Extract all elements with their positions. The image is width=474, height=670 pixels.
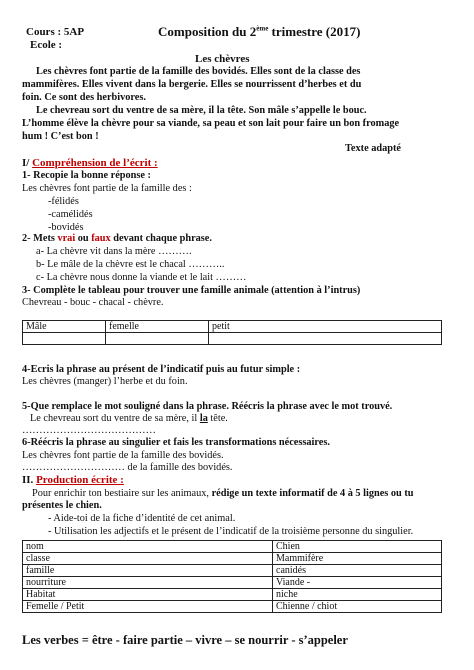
text-line: L’homme élève la chèvre pour sa viande, sa peau et son lait pour faire un bon fromage (22, 118, 400, 129)
production-tip: - Aide-toi de la fiche d’identité de cet animal. (48, 513, 236, 524)
table-cell: classe (23, 553, 273, 565)
verbs-line: Les verbes = être - faire partie – vivre – se nourrir - s’appeler (22, 633, 348, 647)
table-row (23, 601, 442, 613)
option-camelides: -camélidés (48, 209, 93, 220)
question-5-sentence: Le chevreau sort du ventre de sa mère, il la tête. (30, 413, 228, 424)
table-cell: Femelle / Petit (23, 601, 273, 613)
table-row (23, 541, 442, 553)
question-5-title: 5-Que remplace le mot souligné dans la phrase. Réécris la phrase avec le mot trouvé. (22, 401, 393, 412)
question-6-answer: ………………………… de la famille des bovidés. (22, 462, 233, 473)
option-felides: -félidés (48, 196, 79, 207)
table-cell: nourriture (23, 577, 273, 589)
question-1-stem: Les chèvres font partie de la famille des : (22, 183, 192, 194)
true-false-item-c: c- La chèvre nous donne la viande et le lait ……… (36, 272, 247, 283)
page-title: Composition du 2ème trimestre (2017) (158, 24, 361, 39)
question-4-sentence: Les chèvres (manger) l’herbe et du foin. (22, 376, 188, 387)
answer-dots: ………………………………… (22, 425, 156, 436)
family-table (22, 320, 442, 345)
school-label: Ecole : (30, 39, 63, 51)
question-3-title: 3- Complète le tableau pour trouver une famille animale (attention à l’intrus) (22, 285, 361, 296)
production-instruction: Pour enrichir ton bestiaire sur les animaux, rédige un texte informatif de 4 à 5 lignes ou tu (32, 488, 414, 499)
table-cell: Habitat (23, 589, 273, 601)
table-cell: Mâle (23, 321, 106, 333)
table-cell: petit (209, 321, 442, 333)
text-line: foin. Ce sont des herbivores. (22, 92, 146, 103)
section-heading-comprehension: I/ Compréhension de l’écrit : (22, 157, 158, 169)
table-cell: Chien (273, 541, 442, 553)
table-cell: canidés (273, 565, 442, 577)
table-cell: femelle (106, 321, 209, 333)
question-2-title: 2- Mets vrai ou faux devant chaque phrase. (22, 233, 212, 244)
identity-card-table (22, 540, 442, 613)
question-6-title: 6-Réécris la phrase au singulier et fais les transformations nécessaires. (22, 437, 330, 448)
course-label: Cours : 5AP (26, 26, 85, 38)
production-tip: - Utilisation les adjectifs et le présent de l’indicatif de la troisième personne du singulier. (48, 526, 414, 537)
section-heading-production: II. Production écrite : (22, 474, 124, 486)
table-row (23, 333, 442, 345)
question-4-title: 4-Ecris la phrase au présent de l’indicatif puis au futur simple : (22, 364, 301, 375)
table-row (23, 577, 442, 589)
table-cell-empty (106, 333, 209, 345)
table-row (23, 321, 442, 333)
question-3-words: Chevreau - bouc - chacal - chèvre. (22, 297, 164, 308)
table-cell: famille (23, 565, 273, 577)
table-cell: Mammifère (273, 553, 442, 565)
table-row (23, 589, 442, 601)
table-cell: Viande - (273, 577, 442, 589)
table-cell: Chienne / chiot (273, 601, 442, 613)
table-row (23, 553, 442, 565)
text-line: Le chevreau sort du ventre de sa mère, il la tête. Son mâle s’appelle le bouc. (36, 105, 367, 116)
text-line: mammifères. Elles vivent dans la bergerie. Elles se nourrissent d’herbes et du (22, 79, 362, 90)
production-instruction-2: présentes le chien. (22, 500, 102, 511)
true-false-item-a: a- La chèvre vit dans la mère ………. (36, 246, 192, 257)
table-cell: nom (23, 541, 273, 553)
table-cell-empty (23, 333, 106, 345)
true-false-item-b: b- Le mâle de la chèvre est le chacal ……….. (36, 259, 225, 270)
question-6-line: Les chèvres font partie de la famille des bovidés. (22, 450, 224, 461)
table-cell: niche (273, 589, 442, 601)
text-source: Texte adapté (345, 143, 401, 154)
option-bovides: -bovidés (48, 222, 84, 233)
text-title: Les chèvres (195, 53, 250, 65)
question-1-title: 1- Recopie la bonne réponse : (22, 170, 151, 181)
text-line: Les chèvres font partie de la famille des bovidés. Elles sont de la classe des (36, 66, 361, 77)
text-line: hum ! C’est bon ! (22, 131, 99, 142)
table-cell-empty (209, 333, 442, 345)
table-row (23, 565, 442, 577)
